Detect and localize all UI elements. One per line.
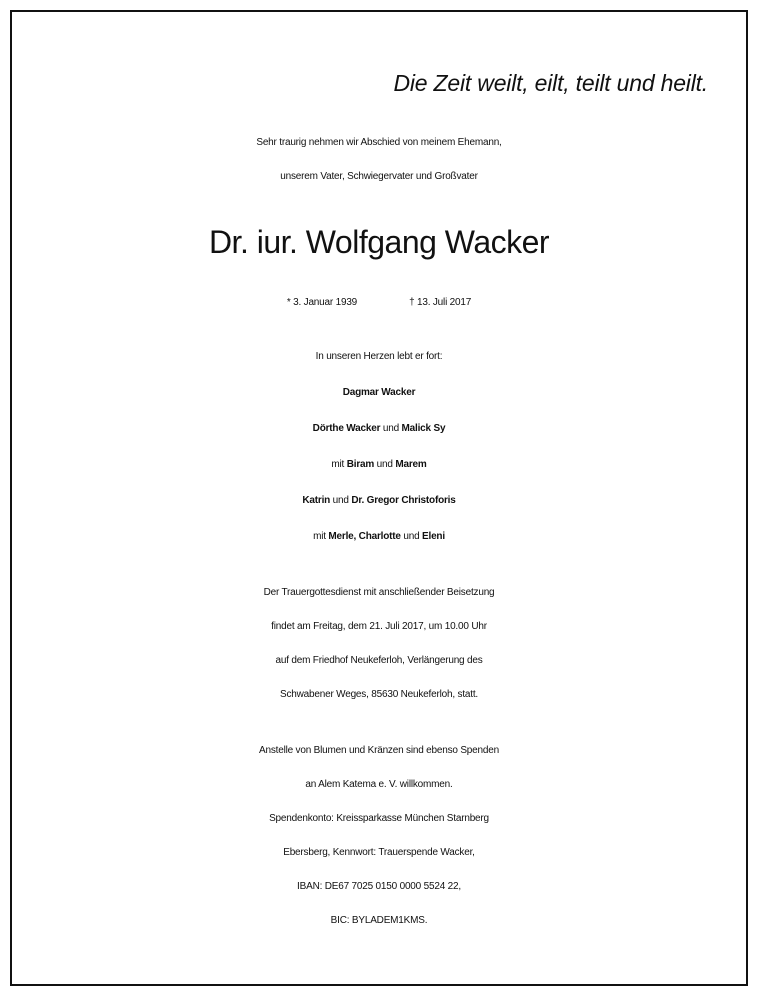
motto: Die Zeit weilt, eilt, teilt und heilt. [393, 70, 708, 96]
intro-line-2: unserem Vater, Schwiegervater und Großvater [280, 171, 478, 182]
birth-date: * 3. Januar 1939 [286, 297, 358, 308]
obituary-notice [10, 10, 748, 986]
mourner-name: Katrin [302, 495, 331, 506]
mourner-name: Eleni [422, 531, 445, 542]
life-dates [12, 288, 746, 318]
deceased-name: Dr. iur. Wolfgang Wacker [208, 224, 550, 260]
mourner-name: Dörthe Wacker [312, 423, 381, 434]
mourner-name: Merle, Charlotte [328, 531, 401, 542]
mourner-line-4 [12, 486, 746, 516]
funeral-line-2: findet am Freitag, dem 21. Juli 2017, um 10.00 Uhr [271, 621, 487, 632]
mourner-line-2 [12, 414, 746, 444]
funeral-line-3: auf dem Friedhof Neukeferloh, Verlängerung des [275, 655, 483, 666]
funeral-line-4: Schwabener Weges, 85630 Neukeferloh, statt. [279, 689, 478, 700]
donation-line-3: Spendenkonto: Kreissparkasse München Starnberg [269, 813, 489, 824]
connector-text: mit [313, 531, 329, 542]
donation-bic: BIC: BYLADEM1KMS. [330, 915, 428, 926]
connector-text: und [380, 423, 402, 434]
death-date: † 13. Juli 2017 [409, 297, 472, 308]
mourner-name: Dagmar Wacker [342, 387, 416, 398]
connector-text: mit [331, 459, 347, 470]
mourner-line-5 [12, 522, 746, 552]
donation-line-1: Anstelle von Blumen und Kränzen sind ebenso Spenden [259, 745, 499, 756]
connector-text: und [330, 495, 352, 506]
mourner-line-1 [12, 378, 746, 408]
mourners-intro: In unseren Herzen lebt er fort: [315, 351, 443, 362]
donation-line-2: an Alem Katema e. V. willkommen. [305, 779, 453, 790]
connector-text: und [400, 531, 423, 542]
mourner-name: Biram [346, 459, 375, 470]
funeral-line-1: Der Trauergottesdienst mit anschließender Beisetzung [263, 587, 495, 598]
mourner-name: Marem [395, 459, 427, 470]
mourner-name: Malick Sy [401, 423, 446, 434]
intro-line-1: Sehr traurig nehmen wir Abschied von meinem Ehemann, [256, 137, 502, 148]
donation-line-4: Ebersberg, Kennwort: Trauerspende Wacker, [283, 847, 475, 858]
mourner-line-3 [12, 450, 746, 480]
mourner-name: Dr. Gregor Christoforis [351, 495, 456, 506]
connector-text: und [374, 459, 396, 470]
donation-iban: IBAN: DE67 7025 0150 0000 5524 22, [297, 881, 461, 892]
